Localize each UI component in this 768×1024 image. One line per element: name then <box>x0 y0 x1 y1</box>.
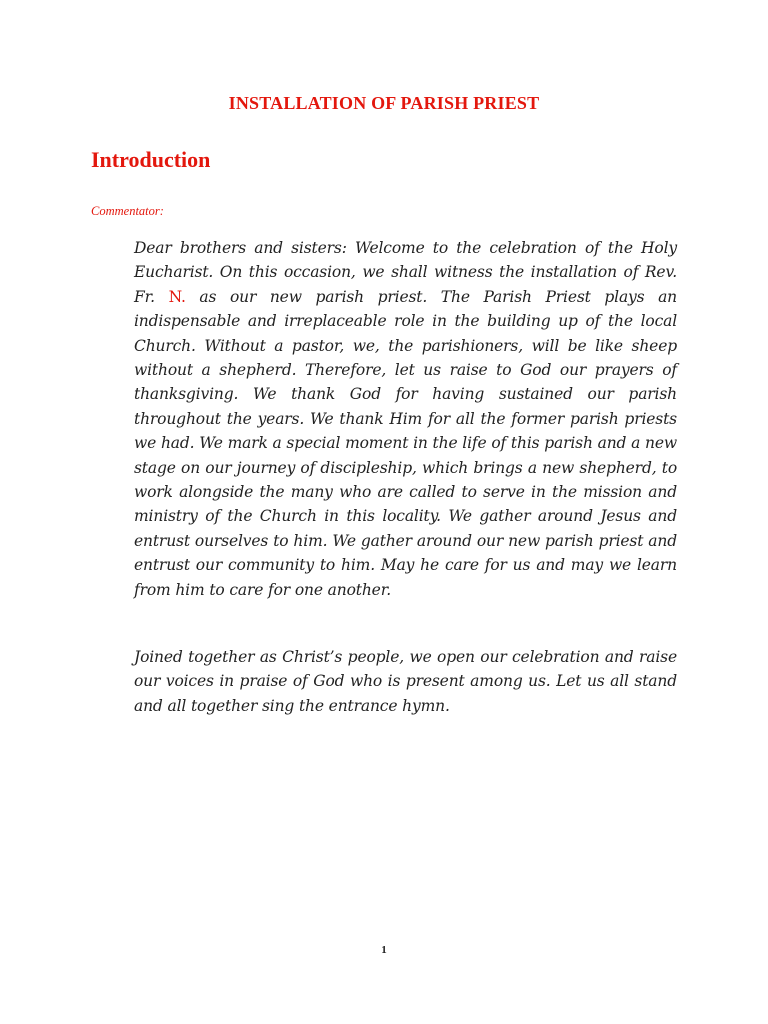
page-number: 1 <box>381 944 387 956</box>
document-title: INSTALLATION OF PARISH PRIEST <box>228 93 540 113</box>
priest-name-placeholder: N. <box>168 287 186 306</box>
introduction-paragraph-2: Joined together as Christ’s people, we open our celebration and raise our voices in praise of God who is present among us. Let us all stand and all together sing the entrance hymn. <box>134 648 677 715</box>
paragraph-1-text-after-name: as our new parish priest. The Parish Priest plays an indispensable and irreplaceable role in the building up of the local Church. Without a pastor, we, the parishioners, will be like sheep without a shepherd. Therefore, let us raise to God our prayers of thanksgiving. We thank God for having sustained our parish throughout the years. We thank Him for all the former parish priests we had. We mark a special moment in the life of this parish and a new stage on our journey of discipleship, which brings a new shepherd, to work alongside the many who are called to serve in the mission and ministry of the Church in this locality. We gather around Jesus and entrust ourselves to him. We gather around our new parish priest and entrust our community to him. May he care for us and may we learn from him to care for one another. <box>134 287 677 599</box>
paragraph-1-text-before-name: Dear brothers and sisters: Welcome to the celebration of the Holy Eucharist. On this occasion, we shall witness the installation of Rev. Fr. <box>134 239 677 306</box>
section-heading-introduction: Introduction <box>91 147 211 172</box>
speaker-label-commentator: Commentator: <box>91 204 164 218</box>
introduction-paragraph-1 <box>134 236 677 602</box>
